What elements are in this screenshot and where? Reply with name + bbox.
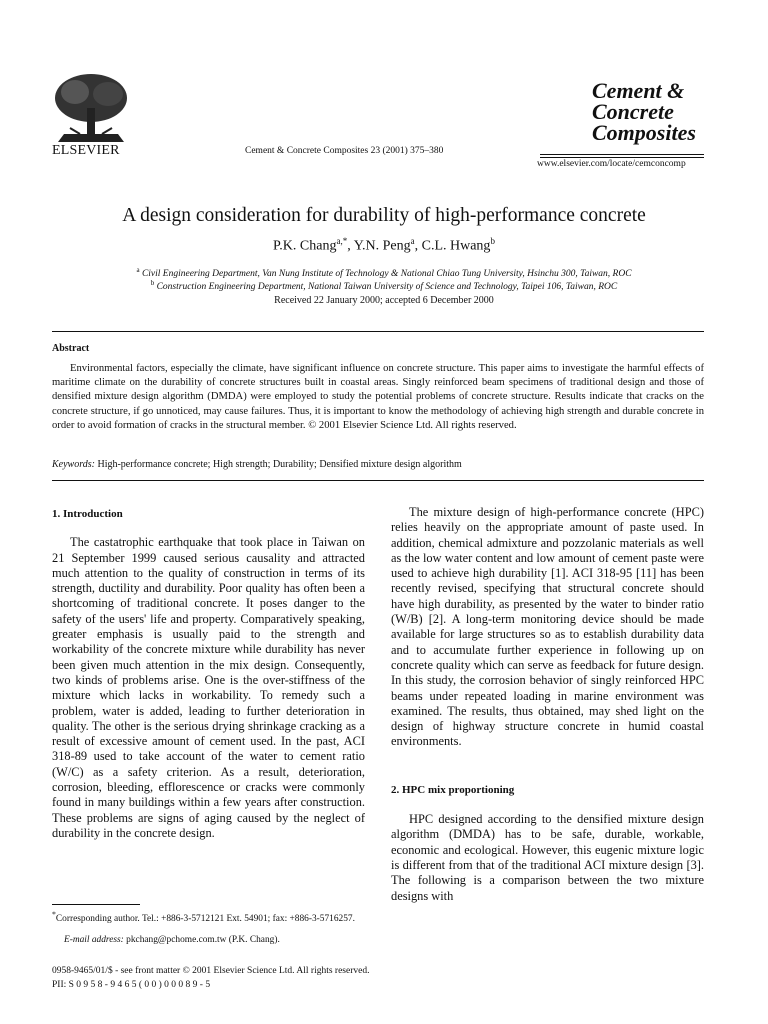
journal-title-line: Cement & xyxy=(592,78,685,103)
divider xyxy=(52,480,704,481)
author-name: C.L. Hwang xyxy=(421,238,491,254)
affiliation-text: Construction Engineering Department, National Taiwan University of Science and Technology, Taipei 106, Taiwan, ROC xyxy=(156,282,618,293)
article-title: A design consideration for durability of high-performance concrete xyxy=(122,205,646,226)
right-column xyxy=(391,505,704,904)
divider xyxy=(52,331,704,332)
publisher-name: ELSEVIER xyxy=(52,143,120,158)
affiliation-text: Civil Engineering Department, Van Nung Institute of Technology & National Chiao Tung University, Hsinchu 300, Taiwan, ROC xyxy=(141,269,632,280)
journal-title xyxy=(592,80,696,143)
journal-rule xyxy=(540,154,704,155)
abstract-text: Environmental factors, especially the climate, have significant influence on concrete structure. This paper aims to investigate the harmful effects of maritime climate on the durability of concrete structures built in coastal areas. Singly reinforced beam specimens of traditional design and those of densified mixture design algorithm (DMDA) were employed to study the potential problems of concrete structure. Results indicate that cracks on the concrete structure, if go unnoticed, may cause failures. Thus, it is important to know the methodology of achieving high strength and durable concrete in order to avoid formation of cracks in the structural member. © 2001 Elsevier Science Ltd. All rights reserved. xyxy=(52,363,704,431)
pii-line: PII: S 0 9 5 8 - 9 4 6 5 ( 0 0 ) 0 0 0 8 9 - 5 xyxy=(52,980,211,990)
affiliation-mark: b xyxy=(150,279,155,287)
section-heading: 2. HPC mix proportioning xyxy=(391,783,515,796)
journal-rule xyxy=(540,157,704,158)
keywords xyxy=(52,459,462,470)
body-paragraph: The castatrophic earthquake that took place in Taiwan on 21 September 1999 caused serious causality and attracted much attention to the quality of construction in terms of its strength, ductility and durability. Poor quality has often been a shortcoming of traditional concrete. It poses danger to the safety of the users' life and property. Comparatively speaking, greater emphasis is usually paid to the strength and workability of the concrete mixture while durability has never been given much attention in the mix design. Consequently, two kinds of problems arise. One is the over-stiffness of the mixture which lacks in workability. To remedy such a problem, water is added, leading to further deterioration in quality. The other is the serious drying shrinkage cracking as a result of excessive amount of cement used. In the past, ACI 318-89 used to take account of the water to cement ratio (W/C) as a safety criterion. As a result, deterioration, corrosion, bleeding, efflorescence or cracks were commonly found in many buildings within a few years after construction. These problems are signs of aging caused by the neglect of durability in the concrete design. xyxy=(52,535,365,840)
email-label: E-mail address: xyxy=(64,935,124,945)
email-address[interactable]: pkchang@pchome.com.tw (P.K. Chang). xyxy=(126,935,280,945)
journal-url[interactable]: www.elsevier.com/locate/cemconcomp xyxy=(537,159,686,169)
journal-title-line: Concrete xyxy=(592,99,674,124)
author-list: P.K. Chang$^{a,*}$, Y.N. Peng$^a$, C.L. Hwang$^b$ xyxy=(273,236,495,254)
footnote-text: Corresponding author. Tel.: +886-3-5712121 Ext. 54901; fax: +886-3-5716257. xyxy=(55,914,355,925)
received-dates: Received 22 January 2000; accepted 6 December 2000 xyxy=(274,295,494,306)
body-paragraph: The mixture design of high-performance concrete (HPC) relies heavily on the appropriate amount of paste used. In addition, chemical admixture and pozzolanic materials as well as the low water content and low amount of cement paste were used to achieve high durability [1]. ACI 318-95 [11] has been recently revised, specifying that structural concrete should have high durability, as presented by the water to binder ratio (W/B) [2]. A long-term monitoring device should be made available for large structures so as to establish durability data and to accumulate further experience in following up on concrete quality which can serve as feedback for future design. In this study, the corrosion behavior of singly reinforced HPC beams under repeated loading in marine environment was examined. The results, thus obtained, may shed light on the design of highway structure concrete in humid coastal environments. xyxy=(391,505,704,749)
footnote-email xyxy=(52,934,365,947)
author-name: Y.N. Peng xyxy=(353,238,411,254)
affiliation-b xyxy=(0,279,768,292)
abstract-heading: Abstract xyxy=(52,343,90,354)
author-affiliation-mark: a,* xyxy=(336,236,348,246)
affiliation-mark: a xyxy=(136,266,140,274)
body-paragraph: HPC designed according to the densified mixture design algorithm (DMDA) has to be safe, durable, workable, economic and ecological. However, this eugenic mixture logic is different from that of the traditional ACI mixture design [3]. The following is a comparison between the two mixture designs with xyxy=(391,812,704,903)
keywords-label: Keywords: xyxy=(52,459,95,470)
journal-citation: Cement & Concrete Composites 23 (2001) 375–380 xyxy=(245,146,444,156)
footnote-corresponding xyxy=(52,909,365,926)
keywords-text: High-performance concrete; High strength; Durability; Densified mixture design algorithm xyxy=(97,459,462,470)
section-heading: 1. Introduction xyxy=(52,508,123,520)
footnote-rule xyxy=(52,904,140,905)
affiliation-a xyxy=(0,266,768,279)
journal-title-line: Composites xyxy=(592,120,696,145)
author-affiliation-mark: a xyxy=(410,236,415,246)
footnote-mark: * xyxy=(52,910,56,919)
left-column xyxy=(52,507,365,841)
copyright-line: 0958-9465/01/$ - see front matter © 2001 Elsevier Science Ltd. All rights reserved. xyxy=(52,966,370,976)
author-affiliation-mark: b xyxy=(490,236,495,246)
author-name: P.K. Chang xyxy=(273,238,337,254)
tree-icon xyxy=(50,72,132,144)
